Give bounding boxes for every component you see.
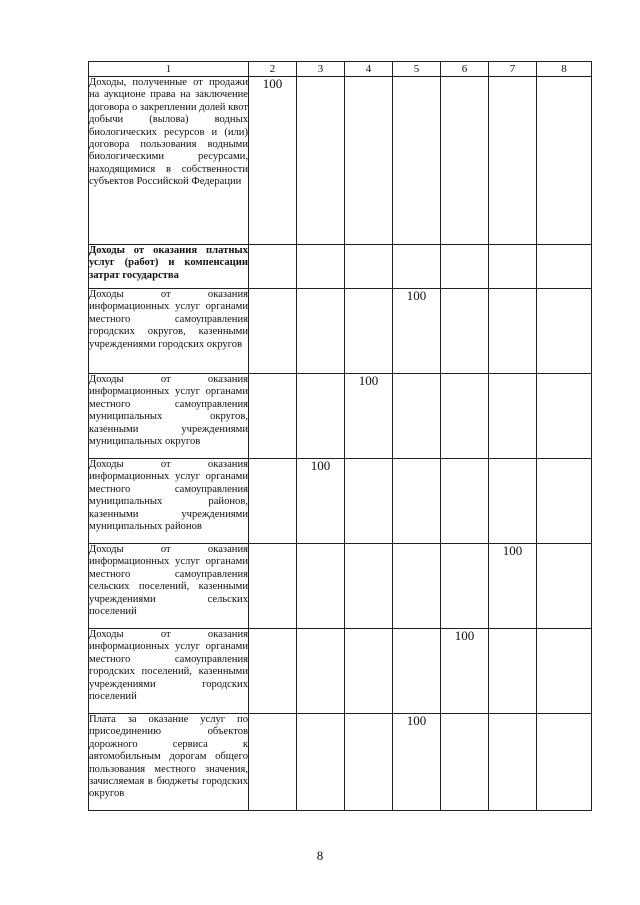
cell-value (393, 544, 441, 629)
column-header: 4 (345, 62, 393, 77)
row-description: Плата за оказание услуг по присоединению объектов дорожного сервиса к автомобильным дорогам общего пользования местного значения, зачисляемая в бюджеты городских округов (89, 714, 249, 811)
cell-value: 100 (249, 77, 297, 245)
column-header: 3 (297, 62, 345, 77)
cell-value (441, 544, 489, 629)
cell-value (441, 459, 489, 544)
cell-value (537, 245, 592, 289)
cell-value (297, 289, 345, 374)
cell-value (297, 714, 345, 811)
column-header: 8 (537, 62, 592, 77)
cell-value: 100 (489, 544, 537, 629)
cell-value (249, 544, 297, 629)
column-header: 6 (441, 62, 489, 77)
cell-value (297, 77, 345, 245)
cell-value (489, 374, 537, 459)
cell-value (297, 245, 345, 289)
row-description-section-heading: Доходы от оказания платных услуг (работ) и компенсации затрат государства (89, 245, 249, 289)
cell-value (249, 289, 297, 374)
column-header: 5 (393, 62, 441, 77)
row-description: Доходы, полученные от продажи на аукционе права на заключение договора о закреплении долей квот добычи (вылова) водных биологических ресурсов и (или) договора пользования водными биологическими ресурсами, находящимися в собственности субъектов Российской Федерации (89, 77, 249, 245)
cell-value (249, 629, 297, 714)
cell-value (489, 77, 537, 245)
cell-value (297, 629, 345, 714)
cell-value (297, 374, 345, 459)
table-header-row (89, 62, 592, 77)
cell-value (537, 289, 592, 374)
cell-value (489, 629, 537, 714)
cell-value (249, 374, 297, 459)
column-header: 1 (89, 62, 249, 77)
table-row (89, 374, 592, 459)
cell-value (537, 77, 592, 245)
cell-value: 100 (345, 374, 393, 459)
cell-value (297, 544, 345, 629)
cell-value (345, 544, 393, 629)
cell-value (441, 374, 489, 459)
cell-value (393, 629, 441, 714)
cell-value (345, 289, 393, 374)
table-row (89, 289, 592, 374)
cell-value (249, 245, 297, 289)
table-row (89, 714, 592, 811)
cell-value (345, 629, 393, 714)
cell-value (441, 77, 489, 245)
column-header: 7 (489, 62, 537, 77)
table-row (89, 77, 592, 245)
row-description: Доходы от оказания информационных услуг органами местного самоуправления городских поселений, казенными учреждениями городских поселений (89, 629, 249, 714)
cell-value (345, 459, 393, 544)
column-header: 2 (249, 62, 297, 77)
cell-value (489, 289, 537, 374)
cell-value (249, 714, 297, 811)
cell-value (489, 245, 537, 289)
row-description: Доходы от оказания информационных услуг органами местного самоуправления городских округов, казенными учреждениями городских округов (89, 289, 249, 374)
cell-value: 100 (393, 289, 441, 374)
cell-value (537, 374, 592, 459)
table-row (89, 245, 592, 289)
cell-value (441, 289, 489, 374)
cell-value (441, 245, 489, 289)
cell-value (345, 714, 393, 811)
cell-value (537, 629, 592, 714)
cell-value (393, 77, 441, 245)
budget-table (88, 61, 592, 811)
cell-value (393, 374, 441, 459)
table-row (89, 544, 592, 629)
cell-value: 100 (297, 459, 345, 544)
cell-value: 100 (393, 714, 441, 811)
cell-value (249, 459, 297, 544)
cell-value (345, 245, 393, 289)
cell-value (489, 714, 537, 811)
cell-value (537, 544, 592, 629)
cell-value (393, 245, 441, 289)
table-row (89, 459, 592, 544)
cell-value (489, 459, 537, 544)
row-description: Доходы от оказания информационных услуг органами местного самоуправления муниципальных округов, казенными учреждениями муниципальных округов (89, 374, 249, 459)
cell-value (537, 714, 592, 811)
cell-value (393, 459, 441, 544)
page-number: 8 (316, 848, 324, 863)
row-description: Доходы от оказания информационных услуг органами местного самоуправления сельских поселений, казенными учреждениями сельских поселений (89, 544, 249, 629)
cell-value (537, 459, 592, 544)
row-description: Доходы от оказания информационных услуг органами местного самоуправления муниципальных районов, казенными учреждениями муниципальных районов (89, 459, 249, 544)
cell-value (345, 77, 393, 245)
table-row (89, 629, 592, 714)
cell-value: 100 (441, 629, 489, 714)
cell-value (441, 714, 489, 811)
